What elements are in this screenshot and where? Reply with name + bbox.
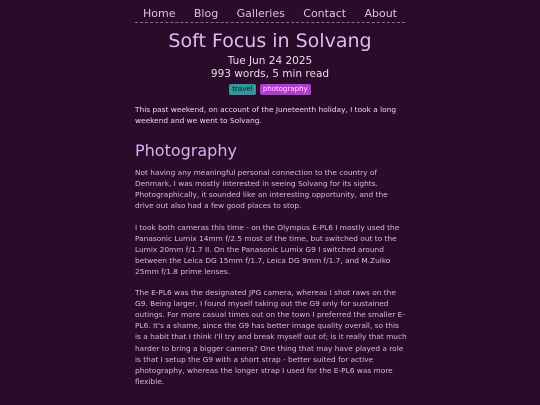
nav-home-link[interactable]: Home [143, 6, 176, 20]
nav-galleries-link[interactable]: Galleries [236, 6, 285, 20]
tag-photography[interactable]: photography [260, 84, 311, 95]
post-content [135, 104, 407, 397]
paragraph-1: Not having any meaningful personal connection to the country of Denmark, I was mostly interested in seeing Solvang for its sights. Photographically, it sounded like an interesting opportunity, and the drive out also had a few good places to stop. [135, 168, 388, 211]
nav-contact-link[interactable]: Contact [303, 6, 347, 20]
nav-about-link[interactable]: About [364, 6, 397, 20]
post-date: Tue Jun 24 2025 [227, 55, 313, 67]
post-title: Soft Focus in Solvang [168, 30, 372, 52]
tag-list [0, 84, 540, 95]
top-nav [135, 4, 405, 23]
post-stats: 993 words, 5 min read [210, 68, 330, 80]
section-heading: Photography [135, 141, 237, 161]
paragraph-3: The E-PL6 was the designated JPG camera, whereas I shot raws on the G9. Being larger, I found myself taking out the G9 only for sustained outings. For more casual times out on the town I preferred the smaller E-PL6. It's a shame, since the G9 has better image quality overall, so this is a habit that I think I'll try and break myself out of; is it really that much harder to bring a bigger camera? One thing that may have played a role is that I setup the G9 with a short strap - better suited for active photography, whereas the longer strap I used for the E-PL6 was more flexible. [135, 288, 407, 386]
paragraph-2: I took both cameras this time - on the Olympus E-PL6 I mostly used the Panasonic Lumix 14mm f/2.5 most of the time, but switched out to the Lumix 20mm f/1.7 II. On the Panasonic Lumix G9 I switched around between the Leica DG 15mm f/1.7, Leica DG 9mm f/1.7, and M.Zuiko 25mm f/1.8 prime lenses. [135, 222, 400, 276]
intro-paragraph: This past weekend, on account of the Juneteenth holiday, I took a long weekend and we went to Solvang. [135, 105, 397, 126]
tag-travel[interactable]: travel [229, 84, 255, 95]
nav-blog-link[interactable]: Blog [193, 6, 219, 20]
